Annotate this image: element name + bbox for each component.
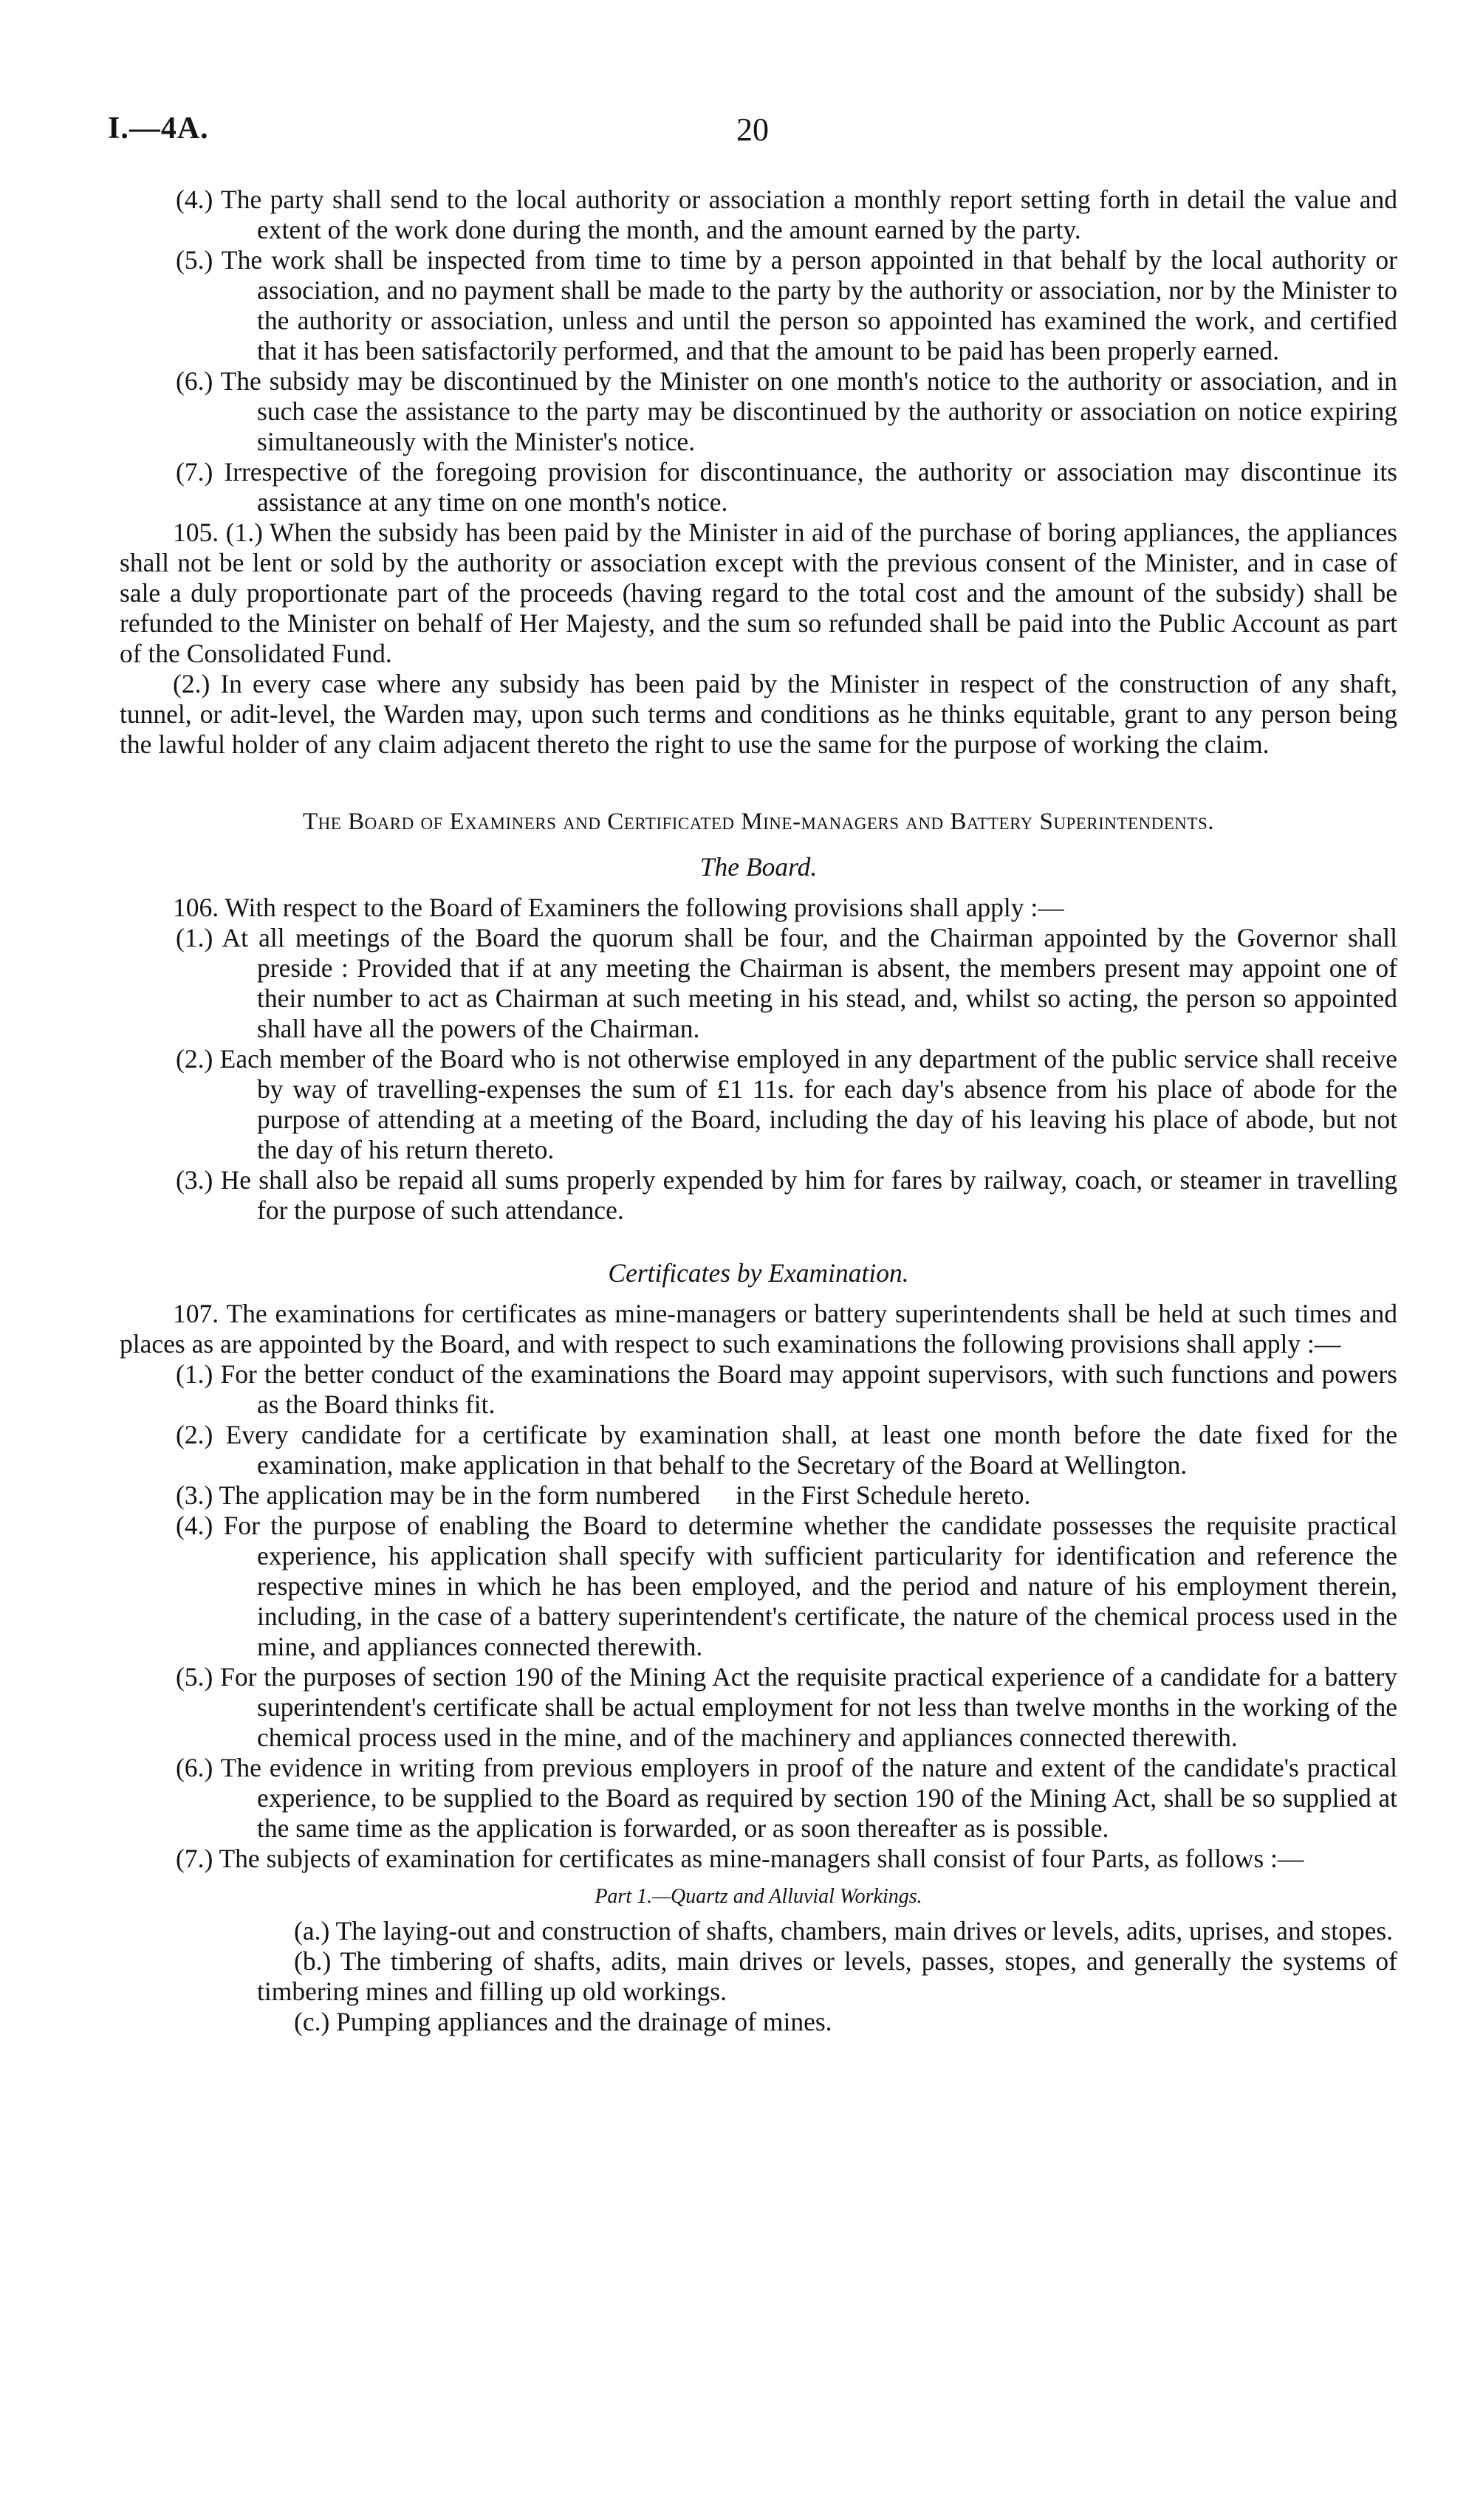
section-107-item-5: (5.) For the purposes of section 190 of the Mining Act the requisite practical experience of a candidate for a battery superintendent's certificate shall be actual employment for not less than twelve months in the working of the chemical process used in the mine, and of the machinery and appliances connected therewith. — [176, 1662, 1397, 1752]
section-106-item-1: (1.) At all meetings of the Board the quorum shall be four, and the Chairman appointed by the Governor shall preside : Provided that if at any meeting the Chairman is absent, the members present may appoint one of their number to act as Chairman at such meeting in his stead, and, whilst so acting, the person so appointed shall have all the powers of the Chairman. — [176, 923, 1397, 1043]
section-104-item-7: (7.) Irrespective of the foregoing provision for discontinuance, the authority or association may discontinue its assistance at any time on one month's notice. — [176, 457, 1397, 517]
section-106-intro: 106. With respect to the Board of Examiners the following provisions shall apply :— — [173, 893, 1064, 922]
part-1-item-c: (c.) Pumping appliances and the drainage of mines. — [294, 2007, 832, 2036]
part-1-heading: Part 1.—Quartz and Alluvial Workings. — [595, 1885, 922, 1908]
part-1-item-a: (a.) The laying-out and construction of shafts, chambers, main drives or levels, adits, uprises, and stopes. — [294, 1916, 1394, 1946]
page-number: 20 — [736, 111, 769, 148]
document-body — [120, 185, 1397, 2037]
section-105-paragraph-2: (2.) In every case where any subsidy has been paid by the Minister in respect of the construction of any shaft, tunnel, or adit-level, the Warden may, upon such terms and conditions as he thinks equitable, grant to any person being the lawful holder of any claim adjacent thereto the right to use the same for the purpose of working the claim. — [120, 669, 1397, 759]
board-of-examiners-heading: The Board of Examiners and Certificated Mine-managers and Battery Superintendents. — [303, 808, 1214, 835]
section-107-intro: 107. The examinations for certificates as mine-managers or battery superintendents shall be held at such times and places as are appointed by the Board, and with respect to such examinations the following provisions shall apply :— — [120, 1299, 1397, 1359]
section-104-item-6: (6.) The subsidy may be discontinued by the Minister on one month's notice to the authority or association, and in such case the assistance to the party may be discontinued by the authority or association on notice expiring simultaneously with the Minister's notice. — [176, 366, 1397, 456]
section-107-item-7: (7.) The subjects of examination for certificates as mine-managers shall consist of four Parts, as follows :— — [176, 1844, 1304, 1873]
section-104-item-5: (5.) The work shall be inspected from time to time by a person appointed in that behalf by the local authority or association, and no payment shall be made to the party by the authority or association, nor by the Minister to the authority or association, unless and until the person so appointed has examined the work, and certified that it has been satisfactorily performed, and that the amount to be paid has been properly earned. — [176, 245, 1397, 365]
the-board-subheading: The Board. — [699, 852, 818, 882]
section-107-item-1: (1.) For the better conduct of the examinations the Board may appoint supervisors, with such functions and powers as the Board thinks fit. — [176, 1359, 1397, 1419]
certificates-by-examination-heading: Certificates by Examination. — [608, 1258, 909, 1288]
section-104-item-4: (4.) The party shall send to the local authority or association a monthly report setting forth in detail the value and extent of the work done during the month, and the amount earned by the party. — [176, 185, 1397, 244]
section-107-item-6: (6.) The evidence in writing from previous employers in proof of the nature and extent of the candidate's practical experience, to be supplied to the Board as required by section 190 of the Mining Act, shall be so supplied at the same time as the application is forwarded, or as soon thereafter as is possible. — [176, 1753, 1397, 1843]
section-105-paragraph-1: 105. (1.) When the subsidy has been paid by the Minister in aid of the purchase of boring appliances, the appliances shall not be lent or sold by the authority or association except with the previous consent of the Minister, and in case of sale a duly proportionate part of the proceeds (having regard to the total cost and the amount of the subsidy) shall be refunded to the Minister on behalf of Her Majesty, and the sum so refunded shall be paid into the Public Account as part of the Consolidated Fund. — [120, 518, 1397, 668]
section-107-item-2: (2.) Every candidate for a certificate by examination shall, at least one month before the date fixed for the examination, make application in that behalf to the Secretary of the Board at Wellington. — [176, 1420, 1397, 1480]
page-header — [108, 111, 1397, 155]
section-107-item-3 — [120, 1480, 1397, 1511]
section-107-item-4: (4.) For the purpose of enabling the Board to determine whether the candidate possesses the requisite practical experience, his application shall specify with sufficient particularity for identification and reference the respective mines in which he has been employed, and the period and nature of his employment therein, including, in the case of a battery superintendent's certificate, the nature of the chemical process used in the mine, and appliances connected therewith. — [176, 1511, 1397, 1661]
parliamentary-paper-reference: I.—4A. — [108, 111, 209, 145]
section-106-item-2: (2.) Each member of the Board who is not otherwise employed in any department of the public service shall receive by way of travelling-expenses the sum of £1 11s. for each day's absence from his place of abode for the purpose of attending at a meeting of the Board, including the day of his leaving his place of abode, but not the day of his return thereto. — [176, 1044, 1397, 1164]
part-1-item-b: (b.) The timbering of shafts, adits, main drives or levels, passes, stopes, and generally the systems of timbering mines and filling up old workings. — [257, 1946, 1397, 2006]
section-107-item-3-text-a: (3.) The application may be in the form numbered — [176, 1480, 701, 1510]
section-107-item-3-text-b: in the First Schedule hereto. — [736, 1480, 1031, 1510]
section-106-item-3: (3.) He shall also be repaid all sums properly expended by him for fares by railway, coach, or steamer in travelling for the purpose of such attendance. — [176, 1165, 1397, 1225]
